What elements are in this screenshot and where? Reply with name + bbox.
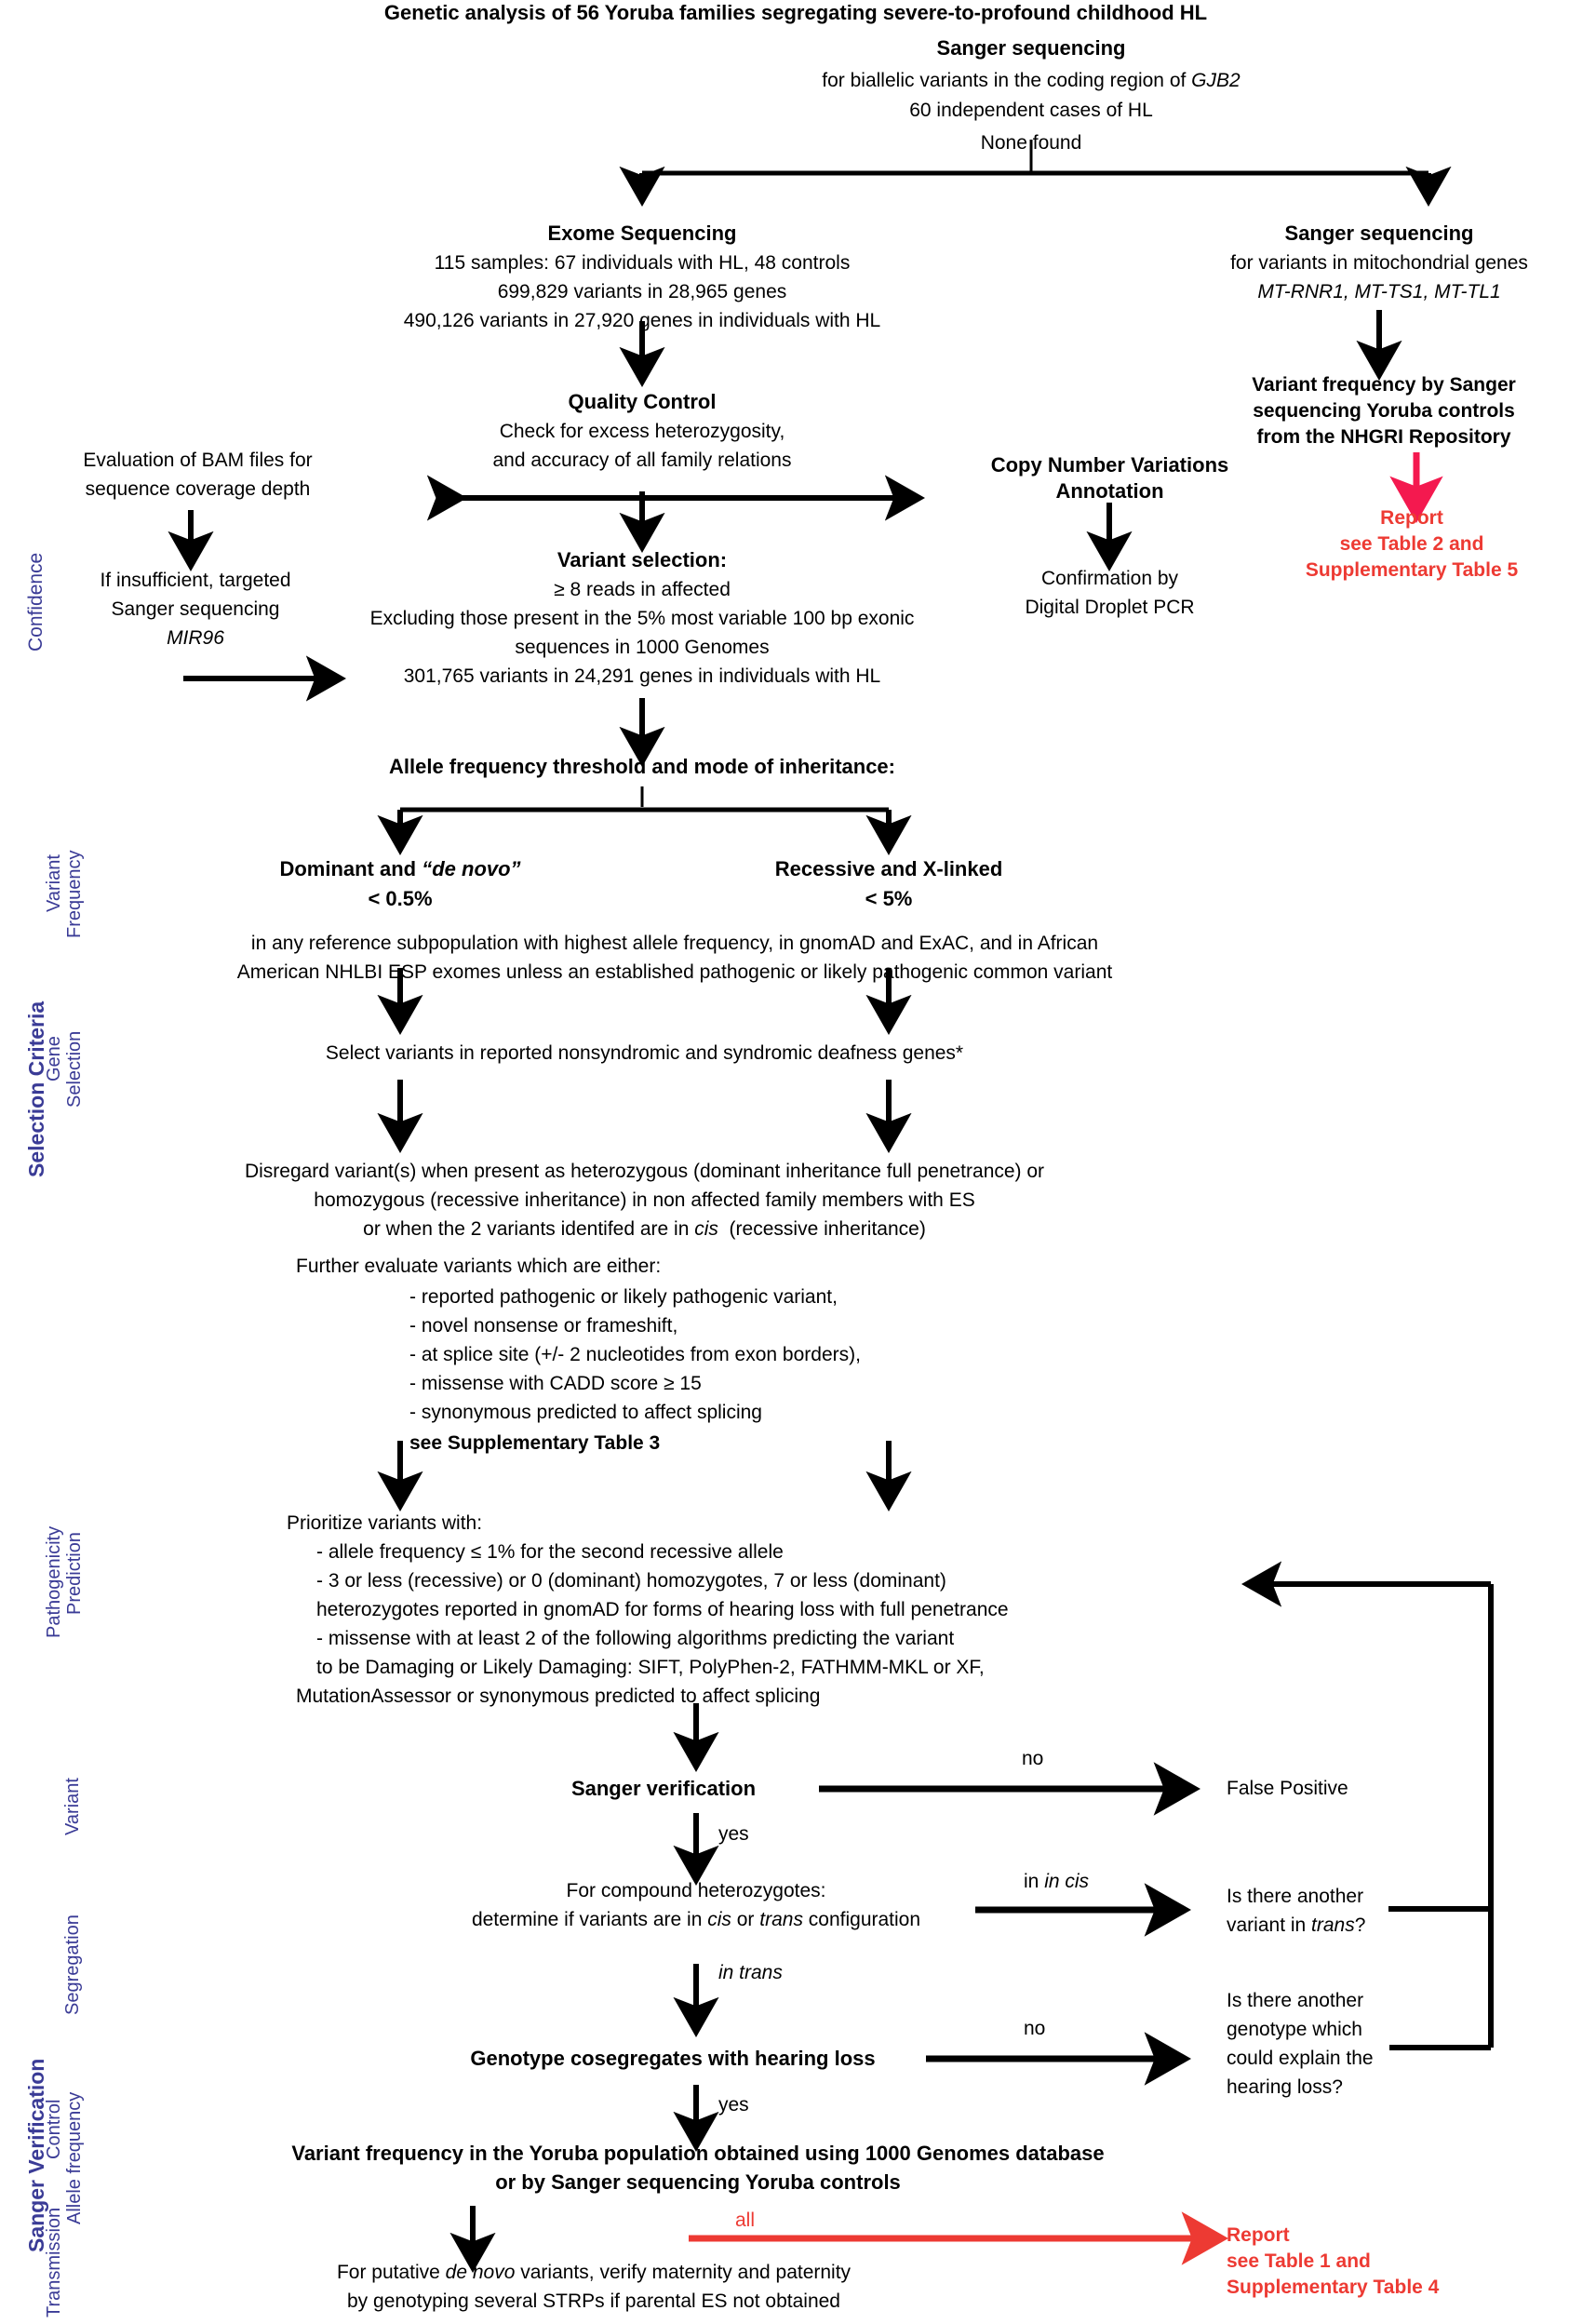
sanger-gjb2-line2: 60 independent cases of HL: [909, 100, 1153, 121]
dominant-label: [214, 856, 586, 883]
gjb2-gene-name: GJB2: [1191, 70, 1241, 91]
variant-selection-line4: 301,765 variants in 24,291 genes in individuals with HL: [403, 665, 881, 687]
sanger-mito-heading: Sanger sequencing: [1284, 222, 1474, 245]
prioritize-bullet-5: MutationAssessor or synonymous predicted to affect splicing: [296, 1686, 821, 1707]
side-label-variant-frequency-2: Frequency: [64, 850, 85, 938]
variant-freq-sanger-line3: from the NHGRI Repository: [1256, 426, 1511, 448]
quality-control-line1: Check for excess heterozygosity,: [499, 421, 785, 442]
exome-heading: Exome Sequencing: [547, 222, 737, 245]
compound-het-line1: For compound heterozygotes:: [566, 1880, 826, 1901]
edge-label-yes-coseg: yes: [718, 2094, 749, 2116]
side-label-sanger-verification: Sanger Verification: [24, 2058, 48, 2252]
sanger-mito-genes: MT-RNR1, MT-TS1, MT-TL1: [1257, 281, 1501, 302]
side-label-gene-selection-1: Gene: [44, 1036, 64, 1081]
compound-het-line2-a: determine if variants are in: [471, 1909, 708, 1930]
de-novo-check-line1-b: variants, verify maternity and paternity: [515, 2262, 852, 2283]
cnv-heading-line2: Annotation: [1055, 479, 1164, 503]
variant-selection-line3: sequences in 1000 Genomes: [515, 637, 770, 658]
disregard-line3: [205, 1216, 1084, 1242]
further-evaluate-heading: Further evaluate variants which are either:: [296, 1256, 662, 1277]
prioritize-bullet-2: heterozygotes reported in gnomAD for forms of hearing loss with full penetrance: [316, 1599, 1009, 1620]
side-label-pathogenicity-1: Pathogenicity: [44, 1525, 64, 1638]
side-label-transmission: Transmission: [44, 2207, 64, 2317]
another-trans-line2-a: variant in: [1227, 1914, 1312, 1936]
sanger-gjb2-line1-text: for biallelic variants in the coding region of: [822, 70, 1192, 91]
another-genotype-line2: genotype which: [1227, 2019, 1362, 2040]
report-top-line1: Report: [1380, 507, 1443, 529]
subpopulation-line1: in any reference subpopulation with highest allele frequency, in gnomAD and ExAC, and in African: [250, 933, 1099, 954]
sanger-gjb2-line3: None found: [980, 132, 1082, 154]
exome-line2: 699,829 variants in 28,965 genes: [497, 281, 787, 302]
exome-line1: 115 samples: 67 individuals with HL, 48 controls: [434, 252, 851, 274]
gene-selection-line: Select variants in reported nonsyndromic and syndromic deafness genes*: [325, 1042, 964, 1064]
yoruba-freq-line2: or by Sanger sequencing Yoruba controls: [495, 2170, 901, 2194]
another-genotype-line3: could explain the: [1227, 2048, 1374, 2069]
report-top-line3: Supplementary Table 5: [1305, 559, 1519, 581]
side-label-confidence: Confidence: [25, 552, 47, 652]
cnv-line1: Confirmation by: [1040, 568, 1179, 589]
side-label-segregation: Segregation: [62, 1914, 83, 2015]
cis-term: cis: [694, 1218, 718, 1240]
allele-threshold-heading: Allele frequency threshold and mode of inheritance:: [389, 755, 895, 778]
false-positive-label: False Positive: [1227, 1778, 1348, 1799]
another-trans-line2: [1227, 1913, 1506, 1938]
mir96-gene-name: MIR96: [167, 627, 224, 649]
variant-selection-line2: Excluding those present in the 5% most variable 100 bp exonic: [369, 608, 915, 629]
sanger-gjb2-line1: [650, 68, 1413, 93]
variant-freq-sanger-line1: Variant frequency by Sanger: [1252, 374, 1516, 396]
de-novo-term-2: de novo: [445, 2262, 516, 2283]
edge-label-yes-sanger: yes: [718, 1823, 749, 1845]
dominant-threshold: < 0.5%: [368, 887, 433, 910]
another-trans-line1: Is there another: [1227, 1886, 1364, 1907]
recessive-threshold: < 5%: [865, 887, 913, 910]
side-label-pathogenicity-2: Prediction: [64, 1532, 85, 1615]
de-novo-check-line2: by genotyping several STRPs if parental ES not obtained: [347, 2290, 840, 2312]
prioritize-heading: Prioritize variants with:: [287, 1512, 483, 1534]
trans-term-1: trans: [759, 1909, 803, 1930]
side-label-variant: Variant: [62, 1778, 83, 1835]
cnv-line2: Digital Droplet PCR: [1025, 597, 1195, 618]
prioritize-bullet-4: to be Damaging or Likely Damaging: SIFT, PolyPhen-2, FATHMM-MKL or XF,: [316, 1657, 985, 1678]
further-evaluate-bullet-0: - reported pathogenic or likely pathogenic variant,: [409, 1286, 838, 1308]
side-label-variant-frequency-1: Variant: [44, 854, 64, 912]
subpopulation-line2: American NHLBI ESP exomes unless an established pathogenic or likely pathogenic common variant: [236, 961, 1113, 983]
insufficient-line1: If insufficient, targeted: [100, 570, 291, 591]
further-evaluate-bullet-2: - at splice site (+/- 2 nucleotides from exon borders),: [409, 1344, 861, 1365]
disregard-line1: Disregard variant(s) when present as heterozygous (dominant inheritance full penetrance) or: [244, 1161, 1045, 1182]
disregard-line3-a: or when the 2 variants identifed are in: [363, 1218, 695, 1240]
further-evaluate-bullet-4: - synonymous predicted to affect splicing: [409, 1402, 762, 1423]
another-trans-line2-b: ?: [1354, 1914, 1366, 1936]
edge-label-in-cis: [1024, 1869, 1154, 1894]
cnv-heading-line1: Copy Number Variations: [990, 453, 1229, 477]
recessive-label: Recessive and X-linked: [774, 857, 1003, 880]
edge-label-no-sanger: no: [1022, 1748, 1044, 1769]
report-bottom-line1: Report: [1227, 2224, 1290, 2246]
bam-eval-line1: Evaluation of BAM files for: [83, 450, 313, 471]
report-bottom-line3: Supplementary Table 4: [1227, 2277, 1440, 2298]
bam-eval-line2: sequence coverage depth: [85, 478, 311, 500]
cosegregates-label: Genotype cosegregates with hearing loss: [470, 2047, 876, 2070]
cis-term-2: cis: [707, 1909, 731, 1930]
quality-control-heading: Quality Control: [568, 390, 717, 413]
compound-het-line2: [389, 1907, 1003, 1932]
in-cis-prefix: in: [1024, 1871, 1045, 1892]
trans-term-2: trans: [1311, 1914, 1355, 1936]
further-evaluate-bullet-3: - missense with CADD score ≥ 15: [409, 1373, 702, 1394]
sanger-mito-line1: for variants in mitochondrial genes: [1230, 252, 1528, 274]
side-label-gene-selection-2: Selection: [64, 1030, 85, 1108]
another-genotype-line4: hearing loss?: [1227, 2076, 1343, 2098]
sanger-verification-label: Sanger verification: [570, 1777, 757, 1800]
in-cis-italic: in cis: [1044, 1871, 1090, 1892]
prioritize-bullet-1: - 3 or less (recessive) or 0 (dominant) homozygotes, 7 or less (dominant): [316, 1570, 946, 1592]
in-trans-italic: in trans: [718, 1962, 783, 1983]
report-top-line2: see Table 2 and: [1339, 533, 1484, 555]
prioritize-bullet-0: - allele frequency ≤ 1% for the second recessive allele: [316, 1541, 784, 1563]
side-label-control-2: Allele frequency: [64, 2091, 85, 2224]
de-novo-term: “de novo”: [422, 857, 521, 880]
insufficient-line2: Sanger sequencing: [111, 598, 280, 620]
disregard-line3-b: (recessive inheritance): [718, 1218, 926, 1240]
dominant-label-plain: Dominant and: [279, 857, 422, 880]
edge-label-no-coseg: no: [1024, 2018, 1046, 2039]
quality-control-line2: and accuracy of all family relations: [492, 450, 792, 471]
compound-het-line2-b: configuration: [802, 1909, 921, 1930]
disregard-line2: homozygous (recessive inheritance) in non affected family members with ES: [314, 1189, 975, 1211]
edge-label-in-trans: [718, 1960, 858, 1985]
variant-selection-line1: ≥ 8 reads in affected: [554, 579, 731, 600]
figure-title: Genetic analysis of 56 Yoruba families segregating severe-to-profound childhood HL: [383, 1, 1208, 24]
de-novo-check-line1-a: For putative: [336, 2262, 446, 2283]
another-genotype-line1: Is there another: [1227, 1990, 1364, 2011]
side-label-selection-criteria: Selection Criteria: [24, 1001, 48, 1177]
yoruba-freq-line1: Variant frequency in the Yoruba population obtained using 1000 Genomes database: [291, 2142, 1105, 2165]
compound-het-line2-m: or: [731, 1909, 760, 1930]
sanger-gjb2-heading: Sanger sequencing: [936, 36, 1126, 60]
report-bottom-line2: see Table 1 and: [1227, 2250, 1371, 2272]
see-supplementary-table-3: see Supplementary Table 3: [409, 1432, 661, 1454]
edge-label-all: all: [735, 2210, 756, 2231]
prioritize-bullet-3: - missense with at least 2 of the following algorithms predicting the variant: [316, 1628, 955, 1649]
exome-line3: 490,126 variants in 27,920 genes in individuals with HL: [403, 310, 881, 331]
variant-selection-heading: Variant selection:: [557, 548, 728, 571]
further-evaluate-bullet-1: - novel nonsense or frameshift,: [409, 1315, 678, 1337]
de-novo-check-line1: [221, 2260, 966, 2285]
variant-freq-sanger-line2: sequencing Yoruba controls: [1253, 400, 1515, 422]
side-label-control-1: Control: [44, 2099, 64, 2159]
